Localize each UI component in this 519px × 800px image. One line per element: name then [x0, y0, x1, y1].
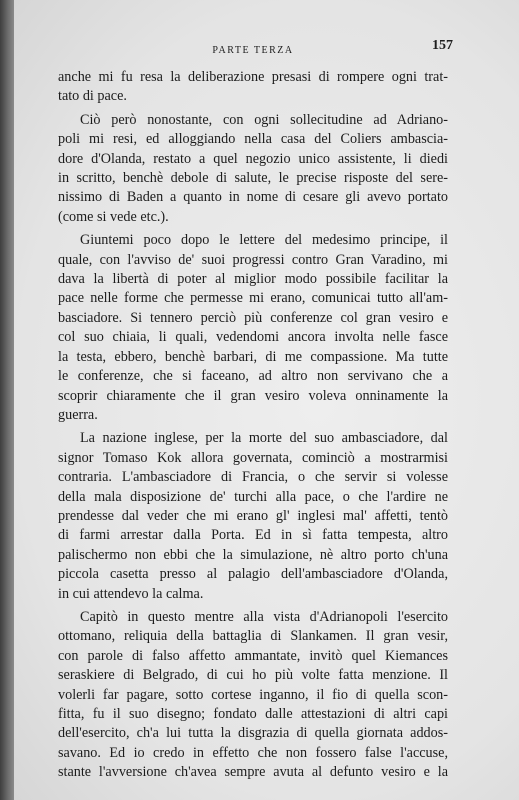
body-text: [58, 68, 448, 787]
text-line: tato di pace.: [58, 88, 127, 105]
paragraph-4: [58, 429, 448, 604]
text-line: nissimo di Baden a quanto in nome di cesare gli avevo portato: [58, 189, 448, 206]
text-line: ottomano, reliquia della battaglia di Slankamen. Il gran vesir,: [58, 628, 448, 645]
text-line: Giuntemi poco dopo le lettere del medesimo principe, il: [80, 232, 448, 249]
text-line: basciadore. Si tennero perciò più conferenze col gran vesiro e: [58, 309, 448, 326]
text-line: con parole di falso affetto ammantate, invitò quel Kiemances: [58, 647, 448, 664]
text-line: la testa, ebbero, benchè barbari, di me compassione. Ma tutte: [58, 348, 448, 365]
text-line: piccola casetta presso al palagio dell'ambasciadore d'Olanda,: [58, 566, 448, 583]
text-line: savano. Ed io credo in effetto che non fossero false l'accuse,: [58, 744, 448, 761]
page-number: 157: [432, 38, 453, 53]
text-line: dell'esercito, ch'a lui tutta la disgrazia di quella giornata addos-: [58, 725, 448, 742]
book-gutter-edge: [0, 0, 14, 800]
text-line: prendesse dal veder che mi erano gl' inglesi mal' affetti, tentò: [58, 507, 448, 524]
paragraph-5: [58, 608, 448, 783]
text-line: col suo chiaia, li quali, vedendomi ancora involta nelle fasce: [58, 329, 448, 346]
text-line: anche mi fu resa la deliberazione presasi di rompere ogni trat-: [58, 69, 448, 85]
text-line: stante l'avversione ch'avea sempre avuta al defunto vesiro e la: [58, 764, 448, 781]
running-head: PARTE TERZA: [212, 45, 294, 56]
text-line: in scritto, benchè debole di salute, le precise risposte del sere-: [58, 170, 448, 187]
paragraph-1: [58, 68, 448, 107]
text-line: pace nelle forme che permesse mi erano, comunicai tutto all'am-: [58, 290, 448, 307]
text-line: La nazione inglese, per la morte del suo ambasciadore, dal: [80, 430, 448, 447]
text-line: le conferenze, che si faceano, ad altro non servivano che a: [58, 368, 448, 385]
text-line: seraskiere di Belgrado, di cui ho più volte fatta menzione. Il: [58, 667, 448, 684]
text-line: della mala disposizione de' turchi alla pace, o che l'ardire ne: [58, 488, 448, 505]
page-header: [58, 38, 453, 58]
text-line: dava la libertà di poter al miglior modo possibile facilitar la: [58, 271, 448, 288]
text-line: (come si vede etc.).: [58, 208, 169, 225]
text-line: Ciò però nonostante, con ogni sollecitudine ad Adriano-: [80, 111, 448, 128]
text-line: contraria. L'ambasciadore di Francia, o che servir si volesse: [58, 469, 448, 486]
text-line: Capitò in questo mentre alla vista d'Adrianopoli l'esercito: [80, 608, 448, 625]
paragraph-2: [58, 111, 448, 227]
paragraph-3: [58, 231, 448, 425]
text-line: poli mi resi, ed alloggiando nella casa del Coliers ambascia-: [58, 131, 448, 148]
text-line: signor Tomaso Kok allora governata, cominciò a mostrarmisi: [58, 449, 448, 466]
text-line: di farmi arrestar dalla Porta. Ed in sì fatta tempesta, altro: [58, 527, 448, 544]
text-line: palischermo non ebbi che la simulazione, nè altro porto ch'una: [58, 546, 448, 563]
text-line: fitta, fu il suo disegno; fondato dalle attestazioni di altri capi: [58, 706, 448, 722]
text-line: dore d'Olanda, restato a quel negozio unico assistente, li diedi: [58, 150, 448, 167]
text-line: in cui attendevo la calma.: [58, 585, 204, 602]
text-line: scoprir chiaramente che il gran vesiro voleva onninamente la: [58, 387, 448, 404]
text-line: guerra.: [58, 406, 98, 423]
text-line: volerli far pagare, sotto cortese inganno, il fio di quella scon-: [58, 686, 448, 703]
text-line: quale, con l'avviso de' suoi progressi contro Gran Varadino, mi: [58, 251, 448, 268]
